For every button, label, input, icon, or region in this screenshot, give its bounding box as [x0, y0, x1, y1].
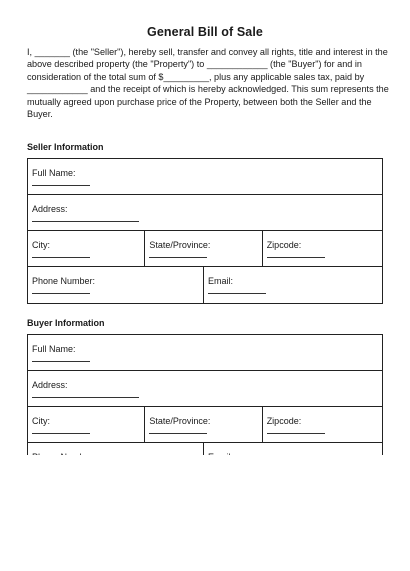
seller-city-field[interactable] — [28, 231, 145, 266]
seller-info-form — [27, 158, 383, 304]
buyer-section-heading: Buyer Information — [27, 318, 105, 328]
seller-full-name-blank[interactable] — [32, 185, 90, 186]
document-title: General Bill of Sale — [147, 25, 263, 39]
seller-full-name-row — [28, 159, 382, 195]
buyer-location-row — [28, 407, 382, 443]
buyer-address-label: Address: — [32, 380, 68, 390]
seller-phone-label: Phone Number: — [32, 276, 96, 286]
buyer-address-field[interactable] — [28, 371, 382, 406]
seller-email-label: Email: — [208, 276, 234, 286]
buyer-zip-label: Zipcode: — [266, 416, 302, 426]
seller-state-blank[interactable] — [149, 257, 207, 258]
seller-address-row — [28, 195, 382, 231]
paragraph-line: I, _______ (the "Seller"), hereby sell, transfer and convey all rights, title and interest in the — [27, 47, 388, 57]
seller-zip-blank[interactable] — [267, 257, 325, 258]
seller-zip-label: Zipcode: — [266, 240, 302, 250]
buyer-address-blank[interactable] — [32, 397, 139, 398]
buyer-zip-blank[interactable] — [267, 433, 325, 434]
seller-phone-blank[interactable] — [32, 293, 90, 294]
seller-section-heading: Seller Information — [27, 142, 104, 152]
buyer-zip-field[interactable] — [263, 407, 382, 442]
buyer-full-name-blank[interactable] — [32, 361, 90, 362]
paragraph-line: mutually agreed upon purchase price of the Property, between both the Seller and the — [27, 96, 372, 107]
seller-contact-row — [28, 267, 382, 303]
buyer-full-name-row — [28, 335, 382, 371]
sale-agreement-paragraph — [27, 46, 387, 120]
seller-zip-field[interactable] — [263, 231, 382, 266]
seller-city-blank[interactable] — [32, 257, 90, 258]
seller-full-name-field[interactable] — [28, 159, 382, 194]
buyer-state-blank[interactable] — [149, 433, 207, 434]
seller-address-label: Address: — [32, 204, 68, 214]
seller-email-blank[interactable] — [208, 293, 266, 294]
paragraph-line: consideration of the total sum of $_________, plus any applicable sales tax, paid by — [27, 71, 365, 82]
seller-email-field[interactable] — [204, 267, 382, 303]
buyer-state-label: State/Province: — [149, 416, 211, 426]
seller-full-name-label: Full Name: — [32, 168, 76, 178]
seller-location-row — [28, 231, 382, 267]
buyer-full-name-label: Full Name: — [32, 344, 76, 354]
buyer-address-row — [28, 371, 382, 407]
buyer-state-field[interactable] — [145, 407, 262, 442]
seller-address-field[interactable] — [28, 195, 382, 230]
seller-phone-field[interactable] — [28, 267, 204, 303]
seller-city-label: City: — [32, 240, 50, 250]
buyer-city-label: City: — [32, 416, 50, 426]
paragraph-line: Buyer. — [27, 109, 53, 120]
paragraph-line: ____________ and the receipt of which is hereby acknowledged. This sum represents the — [27, 84, 389, 95]
buyer-full-name-field[interactable] — [28, 335, 382, 370]
paragraph-line: above described property (the "Property") to ____________ (the "Buyer") for and in — [27, 59, 362, 70]
seller-state-label: State/Province: — [149, 240, 211, 250]
seller-state-field[interactable] — [145, 231, 262, 266]
seller-address-blank[interactable] — [32, 221, 139, 222]
buyer-city-field[interactable] — [28, 407, 145, 442]
buyer-city-blank[interactable] — [32, 433, 90, 434]
page-cutoff — [0, 455, 410, 571]
